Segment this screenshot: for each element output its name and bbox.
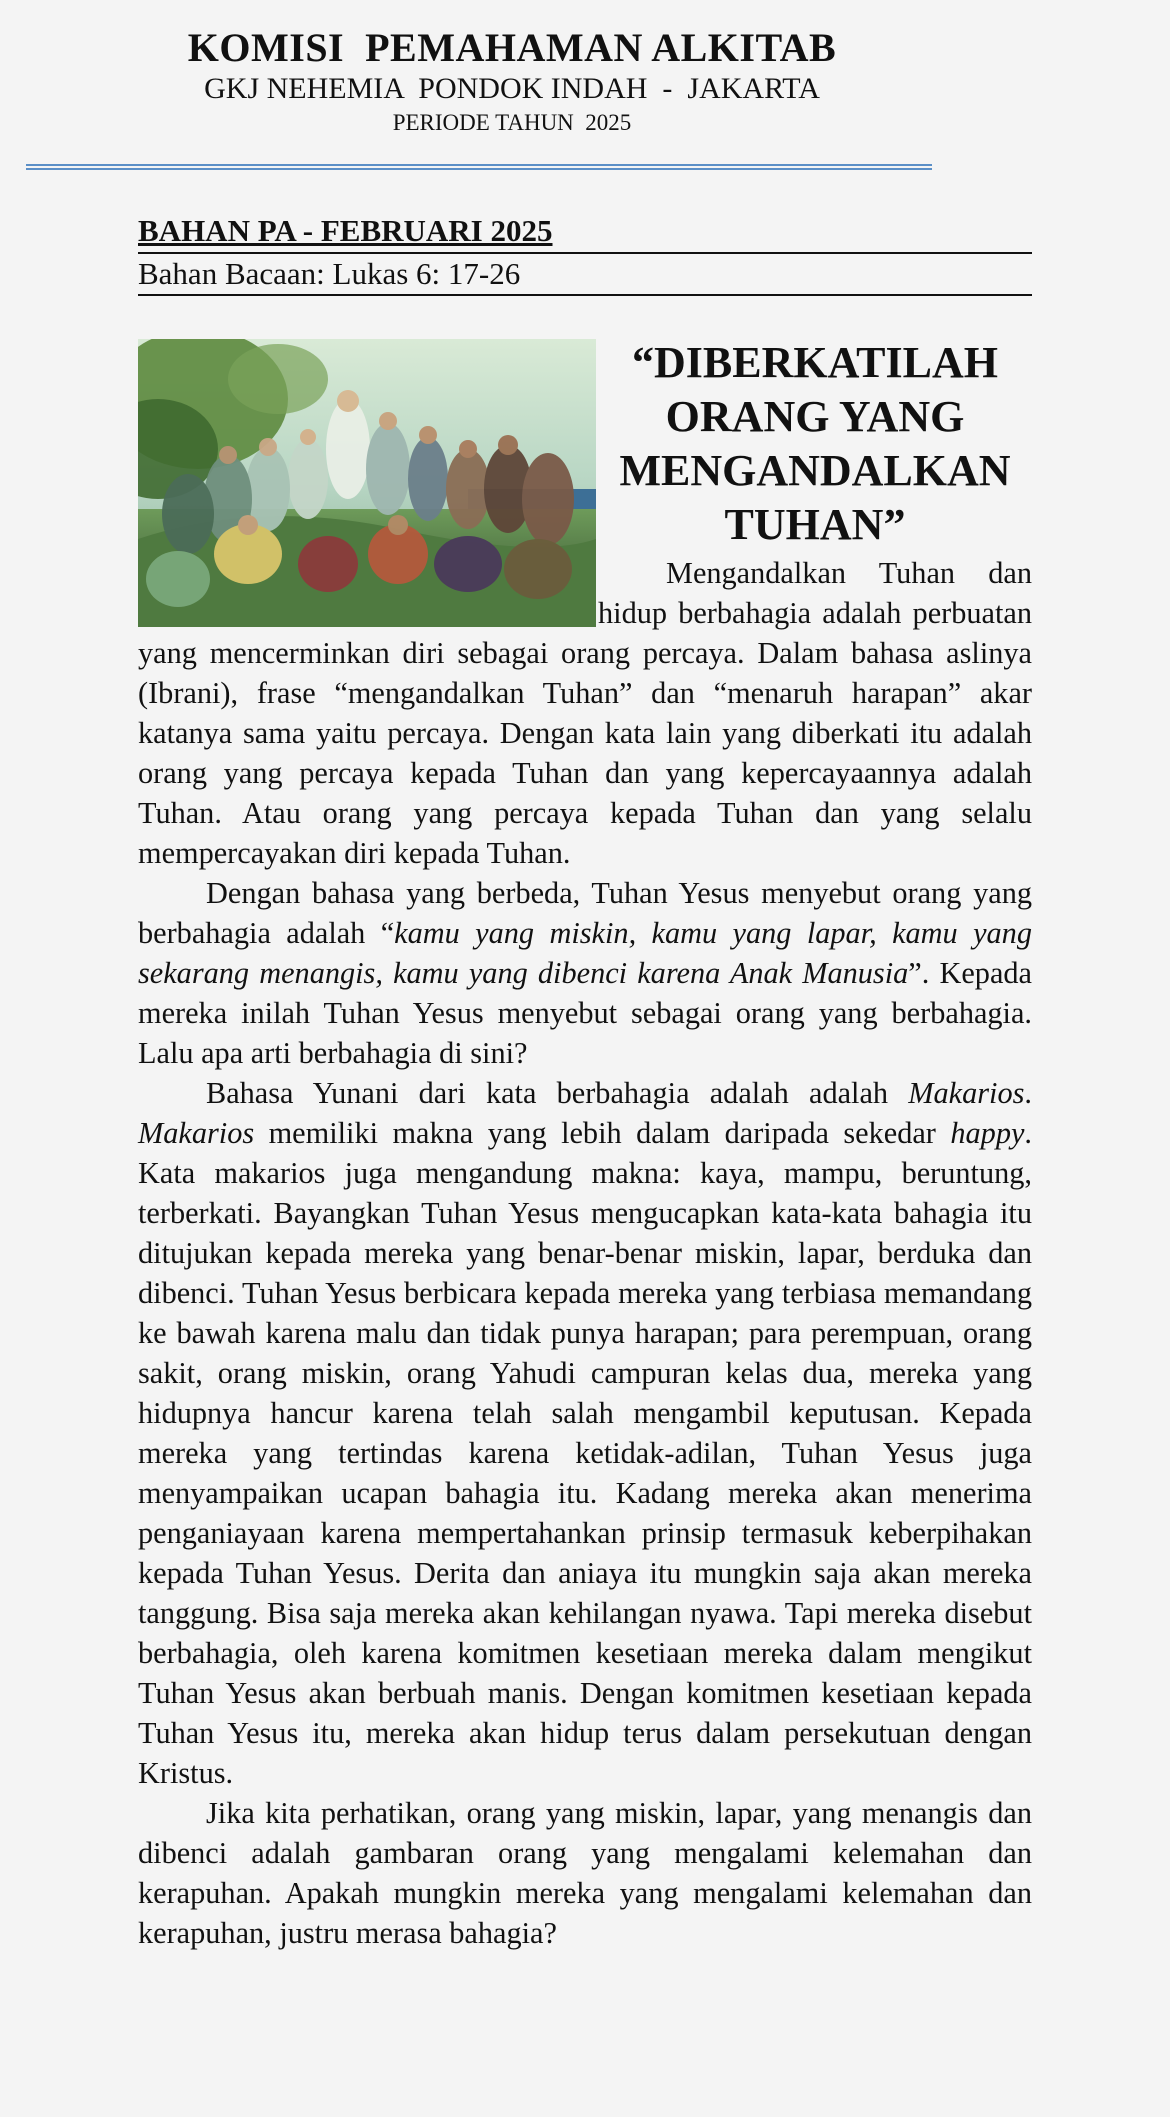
paragraph-3 [138, 1073, 1032, 1793]
paragraph-3-text-a: Bahasa Yunani dari kata berbahagia adalah adalah [206, 1076, 909, 1110]
painting-image [138, 339, 596, 627]
paragraph-2-quote: kamu yang miskin, kamu yang lapar, kamu yang sekarang menangis, kamu yang dibenci karena Anak Manusia [138, 916, 1032, 990]
header-double-rule [26, 164, 932, 170]
article-headline: “DIBERKATILAH ORANG YANG MENGANDALKAN TUHAN” [619, 338, 1011, 549]
sermon-on-the-plain-painting [138, 339, 598, 629]
paragraph-3-term-3: happy [950, 1116, 1025, 1150]
church-name: GKJ NEHEMIA PONDOK INDAH - JAKARTA [204, 72, 820, 105]
paragraph-3-term-2: Makarios [138, 1116, 255, 1150]
paragraph-2-text-b: ”. Kepada mereka inilah Tuhan Yesus menyebut sebagai orang yang berbahagia. Lalu apa arti berbahagia di sini? [138, 956, 1032, 1070]
period-line: PERIODE TAHUN 2025 [392, 110, 632, 135]
paragraph-3-text-d: . Kata makarios juga mengandung makna: kaya, mampu, beruntung, terberkati. Bayangkan Tuhan Yesus mengucapkan kata-kata bahagia itu ditujukan kepada mereka yang benar-benar miskin, lapar, berduka dan dibenci. Tuhan Yesus berbicara kepada mereka yang terbiasa memandang ke bawah karena malu dan tidak punya harapan; para perempuan, orang sakit, orang miskin, orang Yahudi campuran kelas dua, mereka yang hidupnya hancur karena telah salah mengambil keputusan. Kepada mereka yang tertindas karena ketidak-adilan, Tuhan Yesus juga menyampaikan ucapan bahagia itu. Kadang mereka akan menerima penganiayaan karena mempertahankan prinsip termasuk keberpihakan kepada Tuhan Yesus. Derita dan aniaya itu mungkin saja akan mereka tanggung. Bisa saja mereka akan kehilangan nyawa. Tapi mereka disebut berbahagia, oleh karena komitmen kesetiaan mereka dalam mengikut Tuhan Yesus akan berbuah manis. Dengan komitmen kesetiaan kepada Tuhan Yesus itu, mereka akan hidup terus dalam persekutuan dengan Kristus. [138, 1116, 1032, 1790]
subject-title: BAHAN PA - FEBRUARI 2025 [138, 210, 1032, 254]
paragraph-2 [138, 873, 1032, 1073]
paragraph-4: Jika kita perhatikan, orang yang miskin, lapar, yang menangis dan dibenci adalah gambaran orang yang mengalami kelemahan dan kerapuhan. Apakah mungkin mereka yang mengalami kelemahan dan kerapuhan, justru merasa bahagia? [138, 1796, 1032, 1950]
paragraph-3-text-c: memiliki makna yang lebih dalam daripada sekedar [254, 1116, 951, 1150]
article-body [138, 336, 1032, 1953]
paragraph-3-term-1: Makarios [908, 1076, 1025, 1110]
bible-reading-reference: Bahan Bacaan: Lukas 6: 17-26 [138, 254, 1032, 296]
paragraph-2-text-a: Dengan bahasa yang berbeda, Tuhan Yesus menyebut orang yang berbahagia adalah “ [138, 876, 1032, 950]
subject-block [138, 210, 1032, 296]
paragraph-3-text-b: . [1024, 1076, 1032, 1110]
paragraph-1: Mengandalkan Tuhan dan hidup berbahagia adalah perbuatan yang mencerminkan diri sebagai orang percaya. Dalam bahasa aslinya (Ibrani), frase “mengandalkan Tuhan” dan “menaruh harapan” akar katanya sama yaitu percaya. Dengan kata lain yang diberkati itu adalah orang yang percaya kepada Tuhan dan yang kepercayaannya adalah Tuhan. Atau orang yang percaya kepada Tuhan dan yang selalu mempercayakan diri kepada Tuhan. [138, 556, 1032, 870]
organization-name: KOMISI PEMAHAMAN ALKITAB [187, 25, 837, 70]
